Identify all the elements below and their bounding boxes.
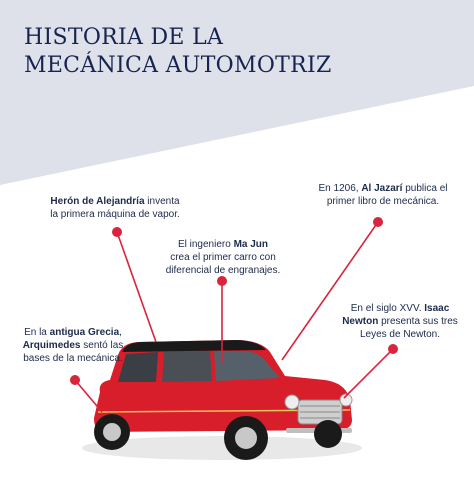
- note-grecia-prefix: En la: [24, 327, 50, 338]
- title-line-2: MECÁNICA AUTOMOTRIZ: [24, 53, 332, 78]
- title-line-1: HISTORIA DE LA: [24, 25, 224, 50]
- note-majun-text2: crea el primer carro con: [170, 252, 276, 263]
- marker-dot-heron: [112, 227, 122, 237]
- note-jazari-text1: publica el: [402, 183, 448, 194]
- note-newton-bold: Isaac: [424, 303, 450, 314]
- note-newton-text2: presenta sus tres: [378, 316, 458, 327]
- note-jazari-text2: primer libro de mecánica.: [326, 196, 440, 207]
- marker-dot-newton: [388, 344, 398, 354]
- note-grecia-bold2: Arquimedes: [22, 340, 81, 351]
- note-heron: [40, 195, 190, 221]
- note-grecia: [18, 326, 128, 365]
- note-newton-text3: Leyes de Newton.: [359, 329, 441, 340]
- note-jazari-bold: Al Jazarí: [361, 183, 403, 194]
- note-majun: [158, 238, 288, 277]
- note-newton: [340, 302, 460, 341]
- note-majun-bold: Ma Jun: [233, 239, 269, 250]
- marker-dot-majun: [217, 276, 227, 286]
- note-heron-text2: la primera máquina de vapor.: [50, 209, 180, 220]
- note-majun-text3: diferencial de engranajes.: [165, 265, 281, 276]
- note-heron-text1: inventa: [144, 196, 180, 207]
- note-jazari: [303, 182, 463, 208]
- marker-dot-grecia: [70, 375, 80, 385]
- note-grecia-bold: antigua Grecia: [49, 327, 120, 338]
- note-heron-bold: Herón de Alejandría: [50, 196, 145, 207]
- note-grecia-text3: bases de la mecánica.: [23, 353, 123, 364]
- note-newton-prefix: En el siglo XVV.: [350, 303, 425, 314]
- note-newton-bold2: Newton: [342, 316, 379, 327]
- note-grecia-text1: ,: [119, 327, 122, 338]
- note-majun-prefix: El ingeniero: [177, 239, 234, 250]
- note-grecia-text2: sentó las: [80, 340, 124, 351]
- note-jazari-prefix: En 1206,: [318, 183, 362, 194]
- marker-dot-jazari: [373, 217, 383, 227]
